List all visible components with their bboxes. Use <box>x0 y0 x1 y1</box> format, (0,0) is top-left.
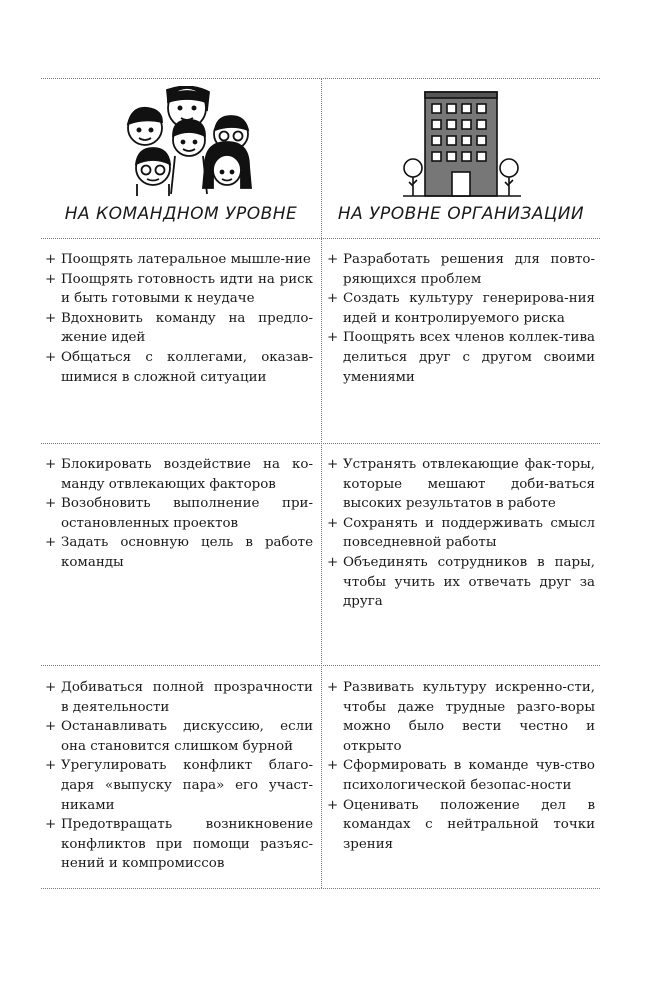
list-item: + Задать основную цель в работе команды <box>45 535 313 570</box>
list-item: + Устранять отвлекающие фак-торы, которые мешают доби-ваться высоких результатов в работе <box>327 457 595 512</box>
cell-org-row-3 <box>327 678 595 854</box>
list-item: + Разработать решения для повто-ряющихся проблем <box>327 252 595 287</box>
bullet-list <box>45 678 313 874</box>
list-item: + Останавливать дискуссию, если она становится слишком бурной <box>45 719 313 754</box>
list-item: + Вдохновить команду на предло-жение идей <box>45 310 313 346</box>
column-title-organization: НА УРОВНЕ ОРГАНИЗАЦИИ <box>337 204 585 224</box>
table-border-bottom <box>41 888 600 889</box>
list-item: + Добиваться полной прозрачности в деятельности <box>45 680 313 715</box>
office-building-icon <box>403 86 521 198</box>
list-item: + Сохранять и поддерживать смысл повседневной работы <box>327 515 595 551</box>
list-item: + Поощрять готовность идти на риск и быть готовыми к неудаче <box>45 271 313 307</box>
list-item: + Поощрять всех членов коллек-тива делиться друг с другом своими умениями <box>327 330 595 385</box>
list-item: + Развивать культуру искренно-сти, чтобы даже трудные разго-воры можно было вести честно и открыто <box>327 680 595 754</box>
list-item: + Предотвращать возникновение конфликтов при помощи разъяс-нений и компромиссов <box>45 817 313 872</box>
list-item: + Общаться с коллегами, оказав-шимися в сложной ситуации <box>45 349 313 385</box>
column-title-team: НА КОМАНДНОМ УРОВНЕ <box>64 204 298 224</box>
list-item: + Объединять сотрудников в пары, чтобы учить их отвечать друг за друга <box>327 554 595 610</box>
list-item: + Возобновить выполнение при-остановленных проектов <box>45 496 313 531</box>
cell-org-row-2 <box>327 455 595 612</box>
list-item: + Оценивать положение дел в командах с нейтральной точки зрения <box>327 797 595 852</box>
bullet-list <box>327 250 595 387</box>
list-item: + Создать культуру генерирова-ния идей и контролируемого риска <box>327 291 595 326</box>
column-divider <box>321 78 322 888</box>
cell-org-row-1 <box>327 250 595 387</box>
bullet-list <box>327 678 595 854</box>
list-item: + Поощрять латеральное мышле-ние <box>45 252 311 267</box>
cell-team-row-2 <box>45 455 313 573</box>
bullet-list <box>327 455 595 612</box>
list-item: + Сформировать в команде чув-ство психологической безопас-ности <box>327 758 595 793</box>
cell-team-row-3 <box>45 678 313 874</box>
bullet-list <box>45 250 313 387</box>
list-item: + Блокировать воздействие на ко-манду отвлекающих факторов <box>45 457 313 492</box>
cell-team-row-1 <box>45 250 313 387</box>
bullet-list <box>45 455 313 573</box>
list-item: + Урегулировать конфликт благо-даря «выпуску пара» его участ-никами <box>45 758 313 813</box>
team-people-icon <box>123 86 255 198</box>
comparison-table <box>41 78 600 888</box>
